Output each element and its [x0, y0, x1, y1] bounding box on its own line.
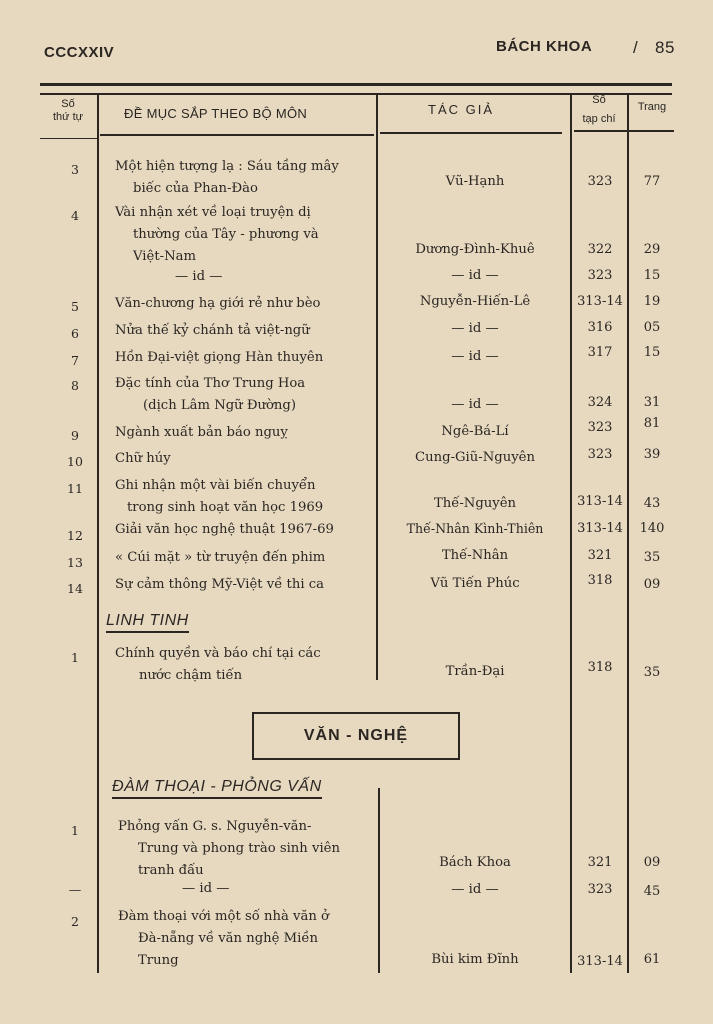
row-page: 15	[643, 345, 661, 360]
row-author: — id —	[451, 268, 499, 283]
row-title: Một hiện tượng lạ : Sáu tầng mây biếc của Phan-Đào	[115, 159, 339, 196]
divider-issue-page	[627, 93, 629, 973]
row-issue: 313-14	[577, 521, 623, 536]
row-author: Bách Khoa	[439, 855, 511, 870]
journal-name: BÁCH KHOA	[496, 38, 593, 55]
divider-title-author-2	[378, 788, 380, 973]
row-page: 77	[643, 174, 661, 189]
row-number: 5	[71, 299, 79, 314]
row-issue: 313-14	[577, 494, 623, 509]
row-issue: 323	[587, 882, 613, 897]
row-number: 8	[71, 378, 79, 393]
row-title: — id —	[182, 881, 230, 896]
col1-underline	[40, 138, 98, 139]
row-author: Cung-Giũ-Nguyên	[415, 450, 535, 465]
row-page: 19	[643, 294, 661, 309]
row-title: Chính quyền và báo chí tại các nước chậm tiến	[115, 646, 321, 683]
row-number: 1	[71, 823, 79, 838]
row-issue: 324	[587, 395, 613, 410]
col-header-title: ĐỀ MỤC SẮP THEO BỘ MÔN	[124, 106, 308, 121]
row-issue: 322	[587, 242, 613, 257]
row-issue: 318	[587, 573, 613, 588]
row-number: 13	[67, 555, 83, 570]
row-title: Chữ húy	[115, 451, 171, 466]
page-number: 85	[655, 38, 675, 57]
row-author: Vũ-Hạnh	[445, 174, 505, 189]
page-roman-numeral: CCCXXIV	[44, 44, 115, 61]
row-number: 12	[67, 528, 83, 543]
section-dam-thoai-title: ĐÀM THOẠI - PHỎNG VẤN	[112, 778, 322, 799]
row-title: Ghi nhận một vài biến chuyển trong sinh hoạt văn học 1969	[115, 478, 324, 515]
row-number: 10	[67, 454, 83, 469]
row-title: Nửa thế kỷ chánh tả việt-ngữ	[115, 323, 310, 338]
row-number: 2	[71, 914, 79, 929]
col2-underline	[100, 134, 374, 136]
row-number: 9	[71, 428, 79, 443]
row-author: Dương-Đình-Khuê	[415, 242, 535, 257]
row-page: 39	[643, 447, 661, 462]
row-number: 14	[67, 581, 83, 596]
row-page: 35	[643, 550, 661, 565]
row-page: 61	[643, 952, 661, 967]
row-issue: 313-14	[577, 954, 623, 969]
col-header-issue: Số tạp chí	[582, 94, 616, 125]
row-issue: 317	[587, 345, 613, 360]
row-author: — id —	[451, 321, 499, 336]
row-number: 4	[71, 208, 79, 223]
row-issue: 323	[587, 447, 613, 462]
row-title: Văn-chương hạ giới rẻ như bèo	[115, 296, 321, 311]
row-author: Nguyễn-Hiến-Lê	[419, 294, 531, 309]
row-page: 140	[639, 521, 665, 536]
row-issue: 318	[587, 660, 613, 675]
row-author: Thế-Nguyên	[433, 496, 517, 511]
row-author: Trần-Đại	[445, 664, 505, 679]
row-author: Ngê-Bá-Lí	[441, 424, 509, 439]
col45-underline	[574, 130, 674, 132]
col-header-author: TÁC GIẢ	[428, 102, 495, 117]
row-author: Bùi kim Đĩnh	[431, 952, 519, 967]
col-header-page: Trang	[637, 101, 667, 113]
divider-title-author	[376, 95, 378, 680]
row-page: 45	[643, 884, 661, 899]
row-issue: 323	[587, 420, 613, 435]
row-title: Đàm thoại với một số nhà văn ở Đà-nẵng về văn nghệ Miền Trung	[118, 909, 329, 968]
row-author: Thế-Nhân Kình-Thiên	[406, 521, 544, 536]
row-author: — id —	[451, 882, 499, 897]
row-issue: 321	[587, 548, 613, 563]
row-issue: 323	[587, 174, 613, 189]
header-separator: /	[633, 38, 639, 57]
row-page: 15	[643, 268, 661, 283]
major-section-van-nghe: VĂN - NGHỆ	[252, 712, 460, 760]
row-page: 05	[643, 320, 661, 335]
section-linh-tinh-title: LINH TINH	[106, 612, 189, 633]
row-page: 09	[643, 855, 661, 870]
row-title: Ngành xuất bản báo nguỵ	[115, 425, 288, 440]
row-number: 6	[71, 326, 79, 341]
top-rule	[40, 83, 672, 86]
row-page: 81	[643, 416, 661, 431]
row-issue: 313-14	[577, 294, 623, 309]
row-page: 35	[643, 665, 661, 680]
row-number: —	[68, 882, 82, 897]
row-page: 43	[643, 496, 661, 511]
col3-underline	[380, 132, 562, 134]
row-number: 11	[67, 481, 83, 496]
row-author: — id —	[451, 397, 499, 412]
row-page: 09	[643, 577, 661, 592]
row-title: Vài nhận xét về loại truyện dị thường của Tây - phương và Việt-Nam	[115, 205, 319, 264]
row-title: — id —	[175, 269, 223, 284]
row-issue: 316	[587, 320, 613, 335]
row-title: Giải văn học nghệ thuật 1967-69	[115, 522, 334, 537]
row-title: « Cúi mặt » từ truyện đến phim	[115, 550, 326, 565]
row-title: Hồn Đại-việt giọng Hàn thuyên	[115, 350, 324, 365]
row-author: — id —	[451, 349, 499, 364]
row-author: Thế-Nhân	[441, 548, 509, 563]
row-number: 1	[71, 650, 79, 665]
row-page: 31	[643, 395, 661, 410]
row-author: Vũ Tiến Phúc	[430, 576, 520, 591]
row-number: 7	[71, 353, 79, 368]
row-title: Phỏng vấn G. s. Nguyễn-văn- Trung và phong trào sinh viên tranh đấu	[118, 819, 340, 878]
col-header-no: Số thứ tự	[52, 98, 83, 123]
divider-author-issue	[570, 93, 572, 973]
row-title: Đặc tính của Thơ Trung Hoa (dịch Lâm Ngữ Đường)	[115, 376, 306, 413]
row-title: Sự cảm thông Mỹ-Việt về thi ca	[115, 577, 324, 592]
row-number: 3	[71, 162, 79, 177]
row-issue: 323	[587, 268, 613, 283]
row-issue: 321	[587, 855, 613, 870]
row-page: 29	[643, 242, 661, 257]
